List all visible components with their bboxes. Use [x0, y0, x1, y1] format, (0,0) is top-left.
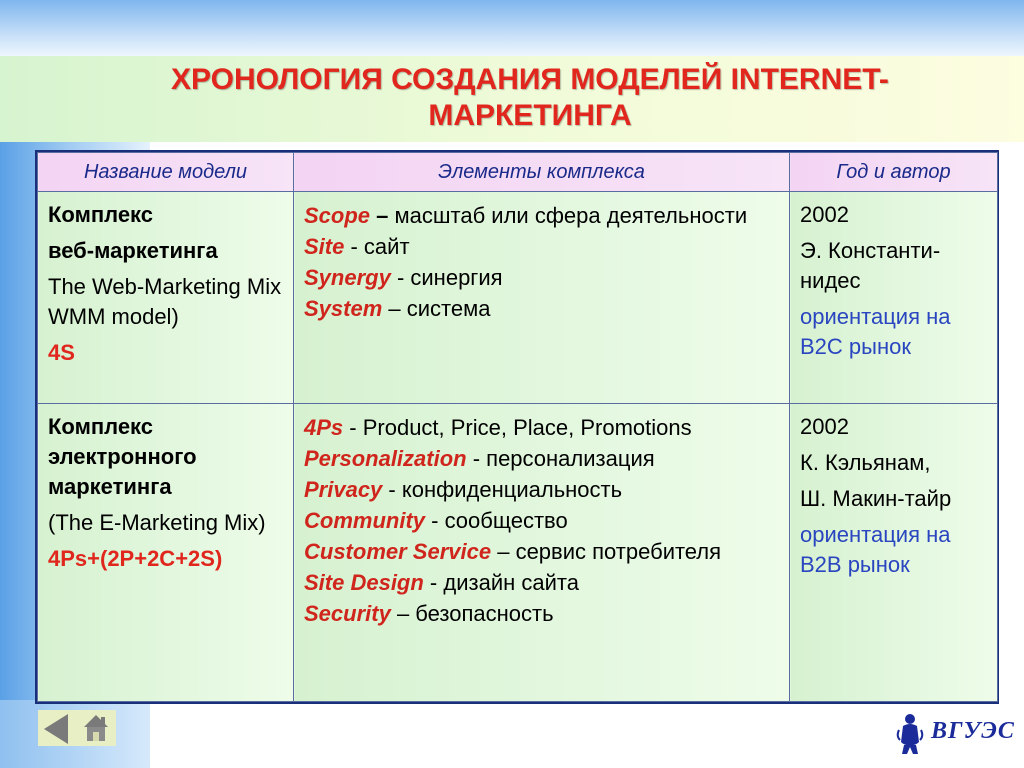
element-item: [304, 505, 779, 536]
element-desc: сервис потребителя: [515, 539, 722, 564]
element-item: [304, 293, 779, 324]
element-desc: синергия: [410, 265, 503, 290]
element-item: [304, 200, 779, 231]
table-row: [38, 192, 998, 404]
model-name: Комплекс электронного маркетинга: [48, 414, 197, 499]
element-desc: сообщество: [444, 508, 568, 533]
author-name-2: Ш. Макин-тайр: [800, 486, 952, 511]
elements-cell: [294, 192, 790, 404]
triangle-left-icon[interactable]: [44, 714, 68, 744]
element-term: Community: [304, 508, 425, 533]
models-table: [35, 150, 999, 704]
author-name-1: К. Кэльянам,: [800, 450, 931, 475]
element-item: [304, 567, 779, 598]
element-separator: -: [423, 570, 444, 595]
element-desc: Product, Price, Place, Promotions: [362, 415, 692, 440]
model-cell: [38, 192, 294, 404]
element-item: [304, 262, 779, 293]
university-logo: [893, 712, 1013, 756]
model-short-name: 4S: [48, 340, 75, 365]
element-separator: –: [390, 601, 416, 626]
author-cell: [790, 404, 998, 702]
element-term: Security: [304, 601, 391, 626]
element-term: Synergy: [304, 265, 391, 290]
element-separator: –: [370, 203, 395, 228]
model-english-name: (The E-Marketing Mix): [48, 510, 266, 535]
element-item: [304, 474, 779, 505]
element-term: Personalization: [304, 446, 467, 471]
element-separator: -: [382, 477, 402, 502]
element-separator: –: [491, 539, 516, 564]
element-desc: персонализация: [486, 446, 655, 471]
element-separator: -: [390, 265, 411, 290]
logo-text: ВГУЭС: [931, 718, 1015, 744]
element-desc: конфиденциальность: [401, 477, 623, 502]
model-short-name: 4Ps+(2P+2C+2S): [48, 546, 223, 571]
figure-emblem-icon: [893, 712, 927, 756]
element-desc: система: [406, 296, 491, 321]
element-desc: масштаб или сфера деятельности: [394, 203, 748, 228]
element-item: [304, 598, 779, 629]
element-desc: сайт: [363, 234, 410, 259]
slide-navigation: [38, 710, 116, 746]
element-item: [304, 536, 779, 567]
header-model-name: Название модели: [38, 153, 294, 192]
slide-title: [60, 62, 1000, 134]
header-year-author: Год и автор: [790, 153, 998, 192]
background-bottom: [0, 700, 1024, 768]
model-english-name: The Web-Marketing Mix WMM model): [48, 274, 282, 329]
element-term: System: [304, 296, 383, 321]
element-item: [304, 231, 779, 262]
model-name-line1: Комплекс: [48, 202, 154, 227]
element-term: Site Design: [304, 570, 424, 595]
element-term: Privacy: [304, 477, 383, 502]
element-term: Customer Service: [304, 539, 492, 564]
market-orientation: ориентация на B2B рынок: [800, 522, 951, 577]
table-header-row: [38, 153, 998, 192]
market-orientation: ориентация на B2C рынок: [800, 304, 951, 359]
element-desc: безопасность: [415, 601, 554, 626]
slide-title-line1: ХРОНОЛОГИЯ СОЗДАНИЯ МОДЕЛЕЙ INTERNET-: [171, 63, 889, 96]
elements-cell: [294, 404, 790, 702]
author-cell: [790, 192, 998, 404]
table-row: [38, 404, 998, 702]
element-desc: дизайн сайта: [443, 570, 579, 595]
element-separator: -: [344, 234, 364, 259]
element-separator: -: [466, 446, 487, 471]
element-separator: -: [343, 415, 363, 440]
author-names: Э. Константи-нидес: [800, 238, 941, 293]
element-term: 4Ps: [304, 415, 344, 440]
element-term: Scope: [304, 203, 371, 228]
background-top-gradient: [0, 0, 1024, 56]
element-term: Site: [304, 234, 345, 259]
home-icon[interactable]: [82, 713, 110, 743]
element-separator: -: [425, 508, 445, 533]
author-year: 2002: [800, 202, 849, 227]
element-separator: –: [382, 296, 407, 321]
author-year: 2002: [800, 414, 849, 439]
model-name-line2: веб-маркетинга: [48, 238, 218, 263]
model-cell: [38, 404, 294, 702]
element-item: [304, 412, 779, 443]
element-item: [304, 443, 779, 474]
slide-title-line2: МАРКЕТИНГА: [428, 99, 632, 132]
header-elements: Элементы комплекса: [294, 153, 790, 192]
